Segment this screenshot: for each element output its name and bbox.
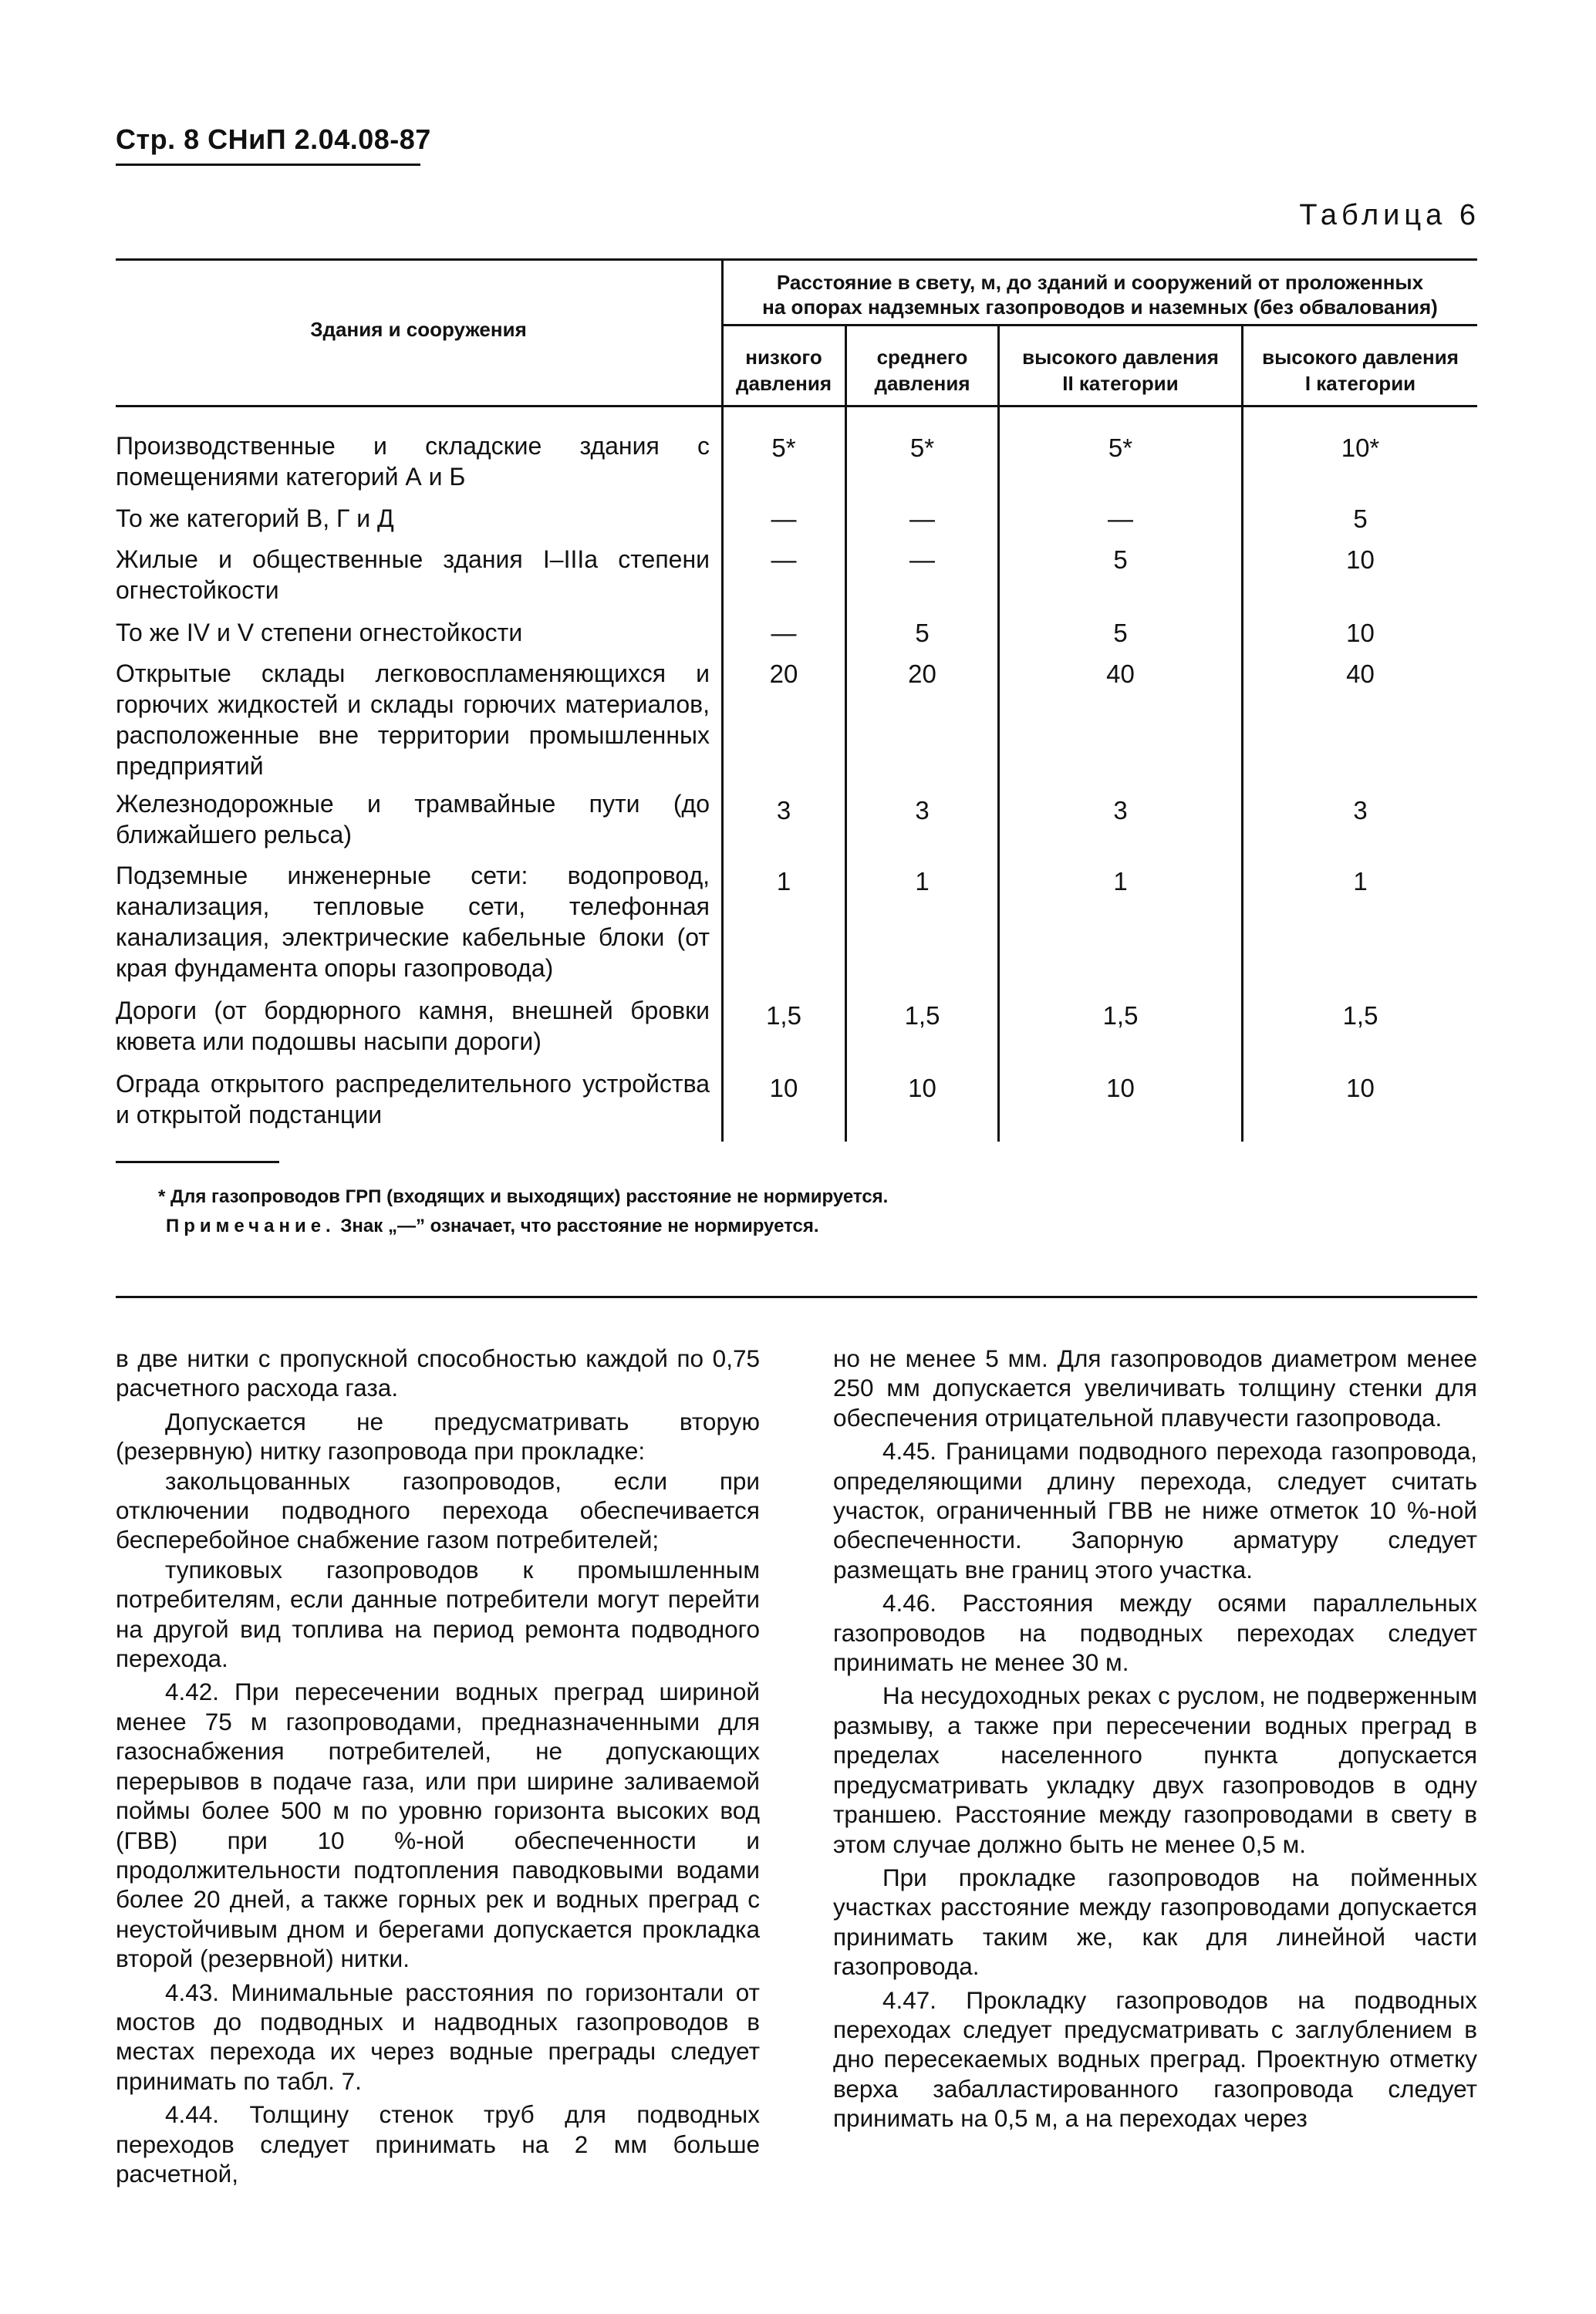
table-cell: 10 bbox=[1346, 619, 1375, 647]
table-cell: 10 bbox=[769, 1074, 798, 1102]
table-cell: 1 bbox=[1353, 867, 1368, 896]
table-cell: 10 bbox=[1106, 1074, 1135, 1102]
table-cell: 3 bbox=[1353, 796, 1368, 825]
table-cell: 5* bbox=[909, 433, 935, 462]
table-cell: 1,5 bbox=[1102, 1001, 1139, 1030]
table-cell: 3 bbox=[1113, 796, 1128, 825]
table-cell: — bbox=[909, 504, 935, 533]
table-row-label: Производственные и складские здания с помещениями категорий А и Б bbox=[116, 432, 710, 491]
column-header-high-2: высокого давления II категории bbox=[1022, 346, 1219, 395]
table-cell: 5 bbox=[1113, 545, 1128, 574]
group-header-line-2: на опорах надземных газопроводов и наземных (без обвалования) bbox=[762, 295, 1438, 319]
table-cell: 3 bbox=[915, 796, 930, 825]
table-cell: 5 bbox=[915, 619, 930, 647]
paragraph: в две нитки с пропускной способностью каждой по 0,75 расчетного расхода газа. bbox=[116, 1344, 760, 1402]
table-cell: 40 bbox=[1346, 659, 1375, 688]
table-row-label: То же категорий В, Г и Д bbox=[116, 504, 394, 532]
table-cell: 10 bbox=[1346, 545, 1375, 574]
column-header-low: низкого давления bbox=[735, 346, 832, 395]
page-header: Стр. 8 СНиП 2.04.08-87 bbox=[116, 123, 431, 155]
paragraph: 4.42. При пересечении водных преград шириной менее 75 м газопроводами, предназначенными для газоснабжения потребителей, не допускающих перерывов в подаче газа, или при ширине заливаемой поймы более 500 м по уровню горизонта высоких вод (ГВВ) при 10 %-ной обеспеченности и продолжительности подтопления паводковыми водами более 20 дней, а также горных рек и водных преград с неустойчивым дном и берегами допускается прокладка второй (резервной) нитки. bbox=[116, 1678, 760, 1973]
table-cell: 1 bbox=[915, 867, 930, 896]
paragraph: 4.44. Толщину стенок труб для подводных переходов следует принимать на 2 мм больше расчетной, bbox=[116, 2100, 760, 2188]
paragraph: но не менее 5 мм. Для газопроводов диаметром менее 250 мм допускается увеличивать толщину стенки для обеспечения отрицательной плавучести газопровода. bbox=[833, 1344, 1477, 1432]
table-cell: 1,5 bbox=[1342, 1001, 1378, 1030]
table-row-label: Жилые и общественные здания I–IIIа степени огнестойкости bbox=[116, 545, 710, 604]
table-cell: 5 bbox=[1113, 619, 1128, 647]
paragraph: Допускается не предусматривать вторую (резервную) нитку газопровода при прокладке: bbox=[116, 1407, 760, 1466]
table-cell: 5* bbox=[1108, 433, 1133, 462]
column-header-buildings: Здания и сооружения bbox=[310, 318, 527, 341]
body-column-right bbox=[833, 1344, 1477, 2134]
paragraph: закольцованных газопроводов, если при отключении подводного перехода обеспечивается бесперебойное снабжение газом потребителей; bbox=[116, 1466, 760, 1554]
paragraph: На несудоходных реках с руслом, не подверженным размыву, а также при пересечении водных преград в пределах населенного пункта допускается предусматривать укладку двух газопроводов в одну траншею. Расстояние между газопроводами в свету в этом случае должно быть не менее 0,5 м. bbox=[833, 1682, 1477, 1858]
header-bottom-rule bbox=[116, 405, 1477, 407]
body-column-left bbox=[116, 1344, 760, 2188]
table-cell: — bbox=[771, 504, 797, 533]
table-row-label: Подземные инженерные сети: водопровод, канализация, тепловые сети, телефонная канализация, электрические кабельные блоки (от края фундамента опоры газопровода) bbox=[116, 862, 710, 982]
table-cell: 40 bbox=[1106, 659, 1135, 688]
section-divider bbox=[116, 1296, 1477, 1298]
table-cell: 1 bbox=[776, 867, 791, 896]
table-cell: 1,5 bbox=[766, 1001, 801, 1030]
table-footnote: * Для газопроводов ГРП (входящих и выходящих) расстояние не нормируется. bbox=[158, 1186, 889, 1207]
paragraph: 4.45. Границами подводного перехода газопровода, определяющими длину перехода, следует считать участок, ограниченный ГВВ не ниже отметок 10 %-ной обеспеченности. Запорную арматуру следует размещать вне границ этого участка. bbox=[833, 1437, 1477, 1584]
table-bottom-rule bbox=[116, 1161, 279, 1163]
note-label: Примечание. bbox=[166, 1216, 336, 1236]
table-top-rule bbox=[116, 258, 1477, 261]
table-row-label: Ограда открытого распределительного устройства и открытой подстанции bbox=[116, 1070, 710, 1128]
paragraph: 4.46. Расстояния между осями параллельных газопроводов на подводных переходах следует принимать не менее 30 м. bbox=[833, 1589, 1477, 1677]
paragraph: 4.43. Минимальные расстояния по горизонтали от мостов до подводных и надводных газопроводов в местах перехода их через водные преграды следует принимать по табл. 7. bbox=[116, 1978, 760, 2095]
table-cell: — bbox=[771, 545, 797, 574]
table-row-label: Железнодорожные и трамвайные пути (до ближайшего рельса) bbox=[116, 790, 710, 848]
table-cell: 5* bbox=[771, 433, 796, 462]
table-cell: 5 bbox=[1353, 504, 1368, 533]
table-row-label: Открытые склады легковоспламеняющихся и горючих жидкостей и склады горючих материалов, расположенные вне территории промышленных предприятий bbox=[116, 659, 710, 780]
table-cell: 1 bbox=[1113, 867, 1128, 896]
table-cell: — bbox=[909, 545, 935, 574]
column-header-high-1: высокого давления I категории bbox=[1262, 346, 1459, 395]
column-header-medium: среднего давления bbox=[874, 346, 970, 395]
table-cell: 20 bbox=[908, 659, 936, 688]
table-cell: 10 bbox=[1346, 1074, 1375, 1102]
paragraph: тупиковых газопроводов к промышленным потребителям, если данные потребители могут перейти на другой вид топлива на период ремонта подводного перехода. bbox=[116, 1555, 760, 1673]
header-divider-rule bbox=[723, 324, 1477, 326]
table-row-label: То же IV и V степени огнестойкости bbox=[116, 619, 523, 646]
header-underline bbox=[116, 164, 420, 166]
paragraph: 4.47. Прокладку газопроводов на подводных переходах следует предусматривать с заглублением в дно пересекаемых водных преград. Проектную отметку верха забалластированного газопровода следует принимать на 0,5 м, а на переходах через bbox=[833, 1985, 1477, 2133]
table-cell: 10* bbox=[1341, 433, 1380, 462]
table-note bbox=[166, 1216, 819, 1237]
table-cell: — bbox=[771, 619, 797, 647]
table-cell: 3 bbox=[776, 796, 791, 825]
table-cell: 10 bbox=[908, 1074, 936, 1102]
note-text: Знак „—” означает, что расстояние не нормируется. bbox=[340, 1216, 819, 1236]
paragraph: При прокладке газопроводов на пойменных участках расстояние между газопроводами допускается принимать таким же, как для линейной части газопровода. bbox=[833, 1863, 1477, 1981]
table-cell: 20 bbox=[769, 659, 798, 688]
table-cell: 1,5 bbox=[904, 1001, 940, 1030]
table-cell: — bbox=[1108, 504, 1133, 533]
group-header-line-1: Расстояние в свету, м, до зданий и сооружений от проложенных bbox=[776, 271, 1424, 294]
table-row-label: Дороги (от бордюрного камня, внешней бровки кювета или подошвы насыпи дороги) bbox=[116, 997, 710, 1055]
table-title: Таблица 6 bbox=[1299, 199, 1480, 231]
